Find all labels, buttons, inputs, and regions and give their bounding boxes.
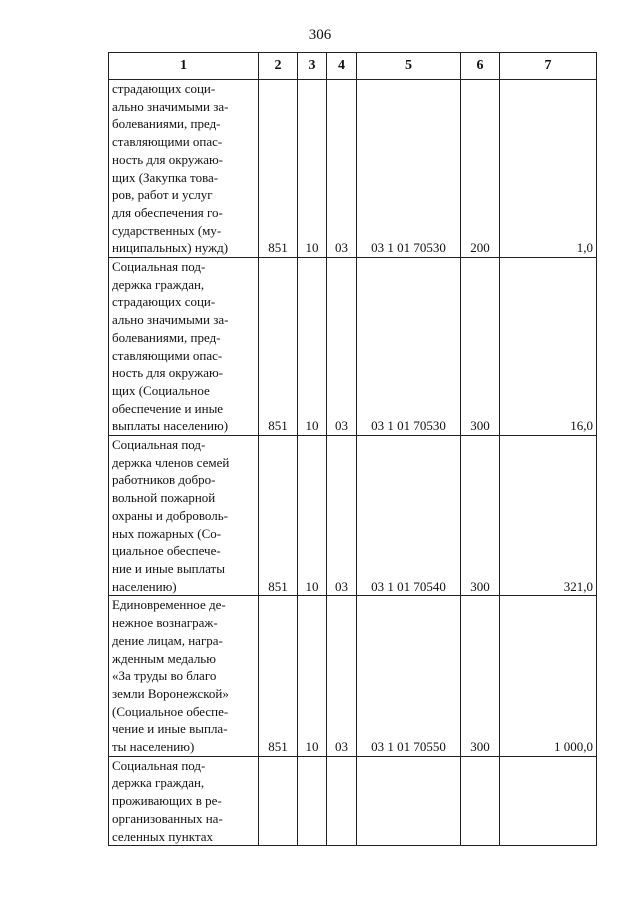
row-code-expense-type: 300 bbox=[461, 436, 500, 596]
description-line: работников добро- bbox=[112, 472, 216, 488]
description-line: Единовременное де- bbox=[112, 597, 226, 613]
header-col-1: 1 bbox=[109, 53, 259, 80]
description-line: Социальная под- bbox=[112, 437, 206, 453]
description-line: населению) bbox=[112, 578, 177, 594]
row-description bbox=[109, 756, 259, 846]
row-description bbox=[109, 596, 259, 756]
header-row bbox=[109, 53, 597, 80]
row-code-target: 03 1 01 70530 bbox=[357, 258, 461, 436]
row-code-admin bbox=[259, 756, 298, 846]
header-col-2: 2 bbox=[259, 53, 298, 80]
row-code-section: 10 bbox=[298, 80, 327, 258]
row-amount bbox=[500, 756, 597, 846]
description-line: селенных пунктах bbox=[112, 828, 214, 844]
description-line: земли Воронежской» bbox=[112, 685, 229, 701]
description-line: ных пожарных (Со- bbox=[112, 525, 222, 541]
header-col-4: 4 bbox=[327, 53, 357, 80]
header-col-3: 3 bbox=[298, 53, 327, 80]
description-line: «За труды во благо bbox=[112, 668, 217, 684]
description-line: страдающих соци- bbox=[112, 81, 216, 96]
row-code-subsection: 03 bbox=[327, 80, 357, 258]
row-code-subsection: 03 bbox=[327, 436, 357, 596]
table-row bbox=[109, 258, 597, 436]
row-code-admin: 851 bbox=[259, 596, 298, 756]
row-code-target: 03 1 01 70540 bbox=[357, 436, 461, 596]
description-line: обеспечение и иные bbox=[112, 400, 224, 416]
description-line: щих (Закупка това- bbox=[112, 169, 219, 185]
row-code-admin: 851 bbox=[259, 258, 298, 436]
row-code-section bbox=[298, 756, 327, 846]
row-code-admin: 851 bbox=[259, 80, 298, 258]
description-line: ность для окружаю- bbox=[112, 365, 224, 381]
row-code-subsection bbox=[327, 756, 357, 846]
row-code-target bbox=[357, 756, 461, 846]
description-line: организованных на- bbox=[112, 810, 223, 826]
description-line: ально значимыми за- bbox=[112, 98, 229, 114]
row-description bbox=[109, 258, 259, 436]
row-code-section: 10 bbox=[298, 436, 327, 596]
description-line: вольной пожарной bbox=[112, 490, 216, 506]
description-line: жденным медалью bbox=[112, 650, 216, 666]
description-line: ставляющими опас- bbox=[112, 347, 223, 363]
description-line: держка граждан, bbox=[112, 276, 205, 292]
description-line: болеваниями, пред- bbox=[112, 329, 221, 345]
row-code-expense-type: 300 bbox=[461, 596, 500, 756]
description-line: ров, работ и услуг bbox=[112, 187, 213, 203]
description-line: сударственных (му- bbox=[112, 222, 222, 238]
row-code-subsection: 03 bbox=[327, 258, 357, 436]
budget-table bbox=[108, 52, 597, 846]
row-code-expense-type: 200 bbox=[461, 80, 500, 258]
page-number: 306 bbox=[308, 27, 332, 43]
row-code-section: 10 bbox=[298, 596, 327, 756]
description-line: проживающих в ре- bbox=[112, 793, 222, 809]
row-amount: 1 000,0 bbox=[500, 596, 597, 756]
row-code-target: 03 1 01 70550 bbox=[357, 596, 461, 756]
description-line: болеваниями, пред- bbox=[112, 116, 221, 132]
description-line: ально значимыми за- bbox=[112, 312, 229, 328]
description-line: (Социальное обеспе- bbox=[112, 703, 229, 719]
header-col-5: 5 bbox=[357, 53, 461, 80]
description-line: дение лицам, награ- bbox=[112, 632, 223, 648]
table-body bbox=[109, 80, 597, 846]
description-line: ставляющими опас- bbox=[112, 134, 223, 150]
description-line: Социальная под- bbox=[112, 259, 206, 275]
description-line: охраны и доброволь- bbox=[112, 507, 228, 523]
description-line: страдающих соци- bbox=[112, 294, 216, 310]
row-amount: 16,0 bbox=[500, 258, 597, 436]
row-code-expense-type: 300 bbox=[461, 258, 500, 436]
description-line: выплаты населению) bbox=[112, 418, 229, 434]
table-row bbox=[109, 596, 597, 756]
row-amount: 321,0 bbox=[500, 436, 597, 596]
row-amount: 1,0 bbox=[500, 80, 597, 258]
description-line: держка членов семей bbox=[112, 454, 230, 470]
row-code-section: 10 bbox=[298, 258, 327, 436]
description-line: щих (Социальное bbox=[112, 382, 210, 398]
description-line: для обеспечения го- bbox=[112, 204, 223, 220]
description-line: циальное обеспече- bbox=[112, 543, 221, 559]
header-col-6: 6 bbox=[461, 53, 500, 80]
table-row bbox=[109, 756, 597, 846]
table-row bbox=[109, 80, 597, 258]
description-line: ность для окружаю- bbox=[112, 151, 224, 167]
description-line: держка граждан, bbox=[112, 775, 205, 791]
description-line: Социальная под- bbox=[112, 757, 206, 773]
row-description bbox=[109, 80, 259, 258]
table-row bbox=[109, 436, 597, 596]
row-code-subsection: 03 bbox=[327, 596, 357, 756]
row-code-target: 03 1 01 70530 bbox=[357, 80, 461, 258]
description-line: нежное вознаграж- bbox=[112, 615, 218, 631]
header-col-7: 7 bbox=[500, 53, 597, 80]
row-description bbox=[109, 436, 259, 596]
row-code-expense-type bbox=[461, 756, 500, 846]
description-line: ты населению) bbox=[112, 739, 195, 755]
row-code-admin: 851 bbox=[259, 436, 298, 596]
description-line: ниципальных) нужд) bbox=[112, 240, 229, 256]
description-line: чение и иные выпла- bbox=[112, 721, 228, 737]
description-line: ние и иные выплаты bbox=[112, 560, 225, 576]
